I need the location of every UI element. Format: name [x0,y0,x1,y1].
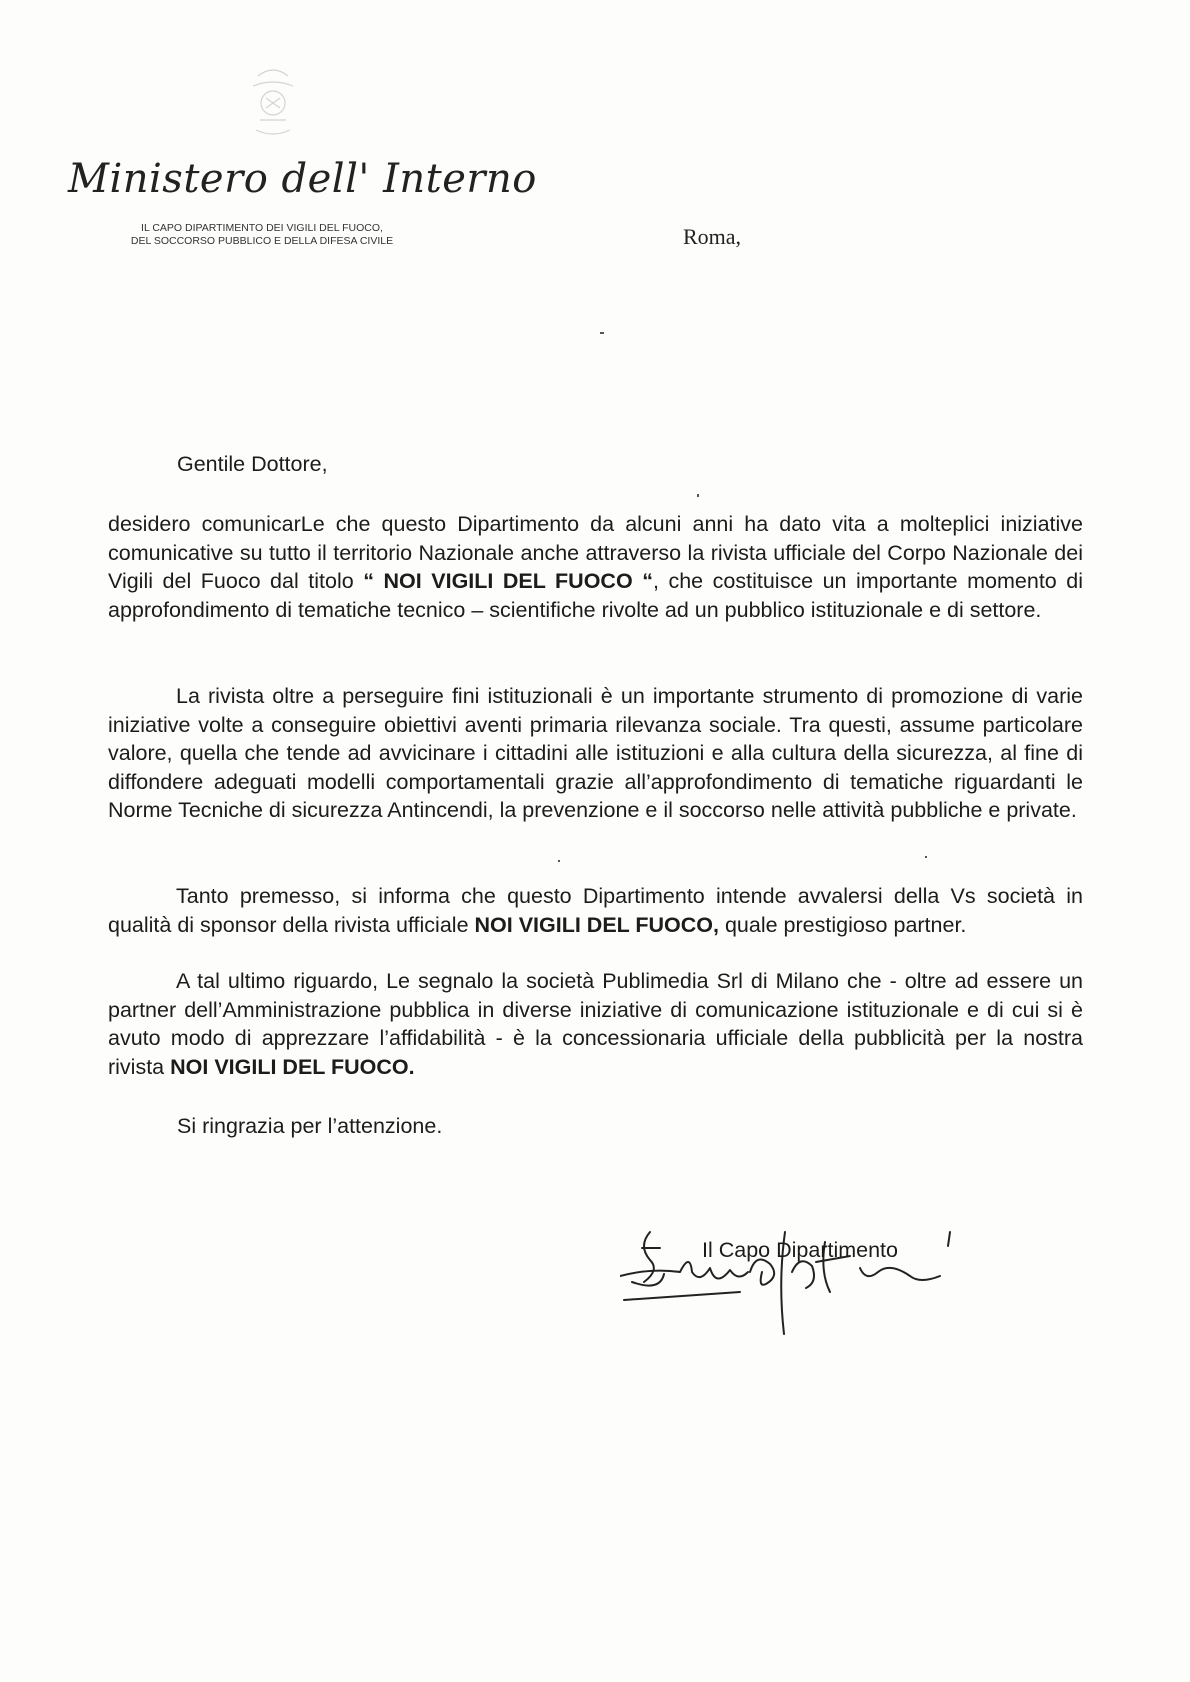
paragraph-2-text: La rivista oltre a perseguire fini istituzionali è un importante strumento di promozione di varie iniziative volte a conseguire obiettivi aventi primaria rilevanza sociale. Tra questi, assume particolare valore, quella che tende ad avvicinare i cittadini alle istituzioni e alla cultura della sicurezza, al fine di diffondere adeguati modelli comportamentali grazie all’approfondimento di tematiche riguardanti le Norme Tecniche di sicurezza Antincendi, la prevenzione e il soccorso nelle attività pubbliche e private. [108,684,1083,823]
paragraph-2 [108,682,1083,825]
ministry-title: Ministero dell' Interno [68,156,537,202]
handwritten-signature [620,1212,960,1342]
department-line-1: IL CAPO DIPARTIMENTO DEI VIGILI DEL FUOCO, [141,222,383,234]
scan-speck [925,856,927,858]
scan-speck [600,332,604,334]
place-date: Roma, [683,224,742,249]
paragraph-4-text-a: A tal ultimo riguardo, Le segnalo la società Publimedia Srl di Milano che - oltre ad essere un partner dell’Amministrazione pubblica in diverse iniziative di comunicazione istituzionale e di cui si è avuto modo di apprezzare l’affidabilità - è la concessionaria ufficiale della pubblicità per la nostra rivista [108,969,1083,1079]
closing-line: Si ringrazia per l’attenzione. [177,1114,443,1138]
magazine-name: “ NOI VIGILI DEL FUOCO “ [363,569,653,594]
paragraph-1-text-a: desidero comunicarLe che questo Dipartimento da alcuni anni ha dato vita a molteplici iniziative comunicative su tutto il territorio Nazionale anche attraverso la rivista ufficiale del Corpo Nazionale dei Vigili del Fuoco dal titolo [108,512,1083,594]
signature-block [620,1212,960,1342]
republic-emblem-icon [238,58,308,148]
scan-speck [558,860,560,862]
paragraph-3-text-a: Tanto premesso, si informa che questo Dipartimento intende avvalersi della Vs società in qualità di sponsor della rivista ufficiale [108,884,1083,937]
department-heading [112,222,412,248]
department-line-2: DEL SOCCORSO PUBBLICO E DELLA DIFESA CIVILE [130,235,394,247]
paragraph-1-text-b: , che costituisce un importante momento di approfondimento di tematiche tecnico – scientifiche rivolte ad un pubblico istituzionale e di settore. [108,569,1084,622]
magazine-name: NOI VIGILI DEL FUOCO, [474,912,719,937]
paragraph-1 [108,510,1083,624]
signer-title: Il Capo Dipartimento [702,1238,898,1262]
paragraph-3-text-b: quale prestigioso partner. [718,912,967,937]
paragraph-4 [108,967,1083,1081]
scan-speck [697,494,699,497]
greeting: Gentile Dottore, [177,452,328,476]
magazine-name: NOI VIGILI DEL FUOCO. [170,1054,415,1079]
paragraph-3 [108,882,1083,939]
